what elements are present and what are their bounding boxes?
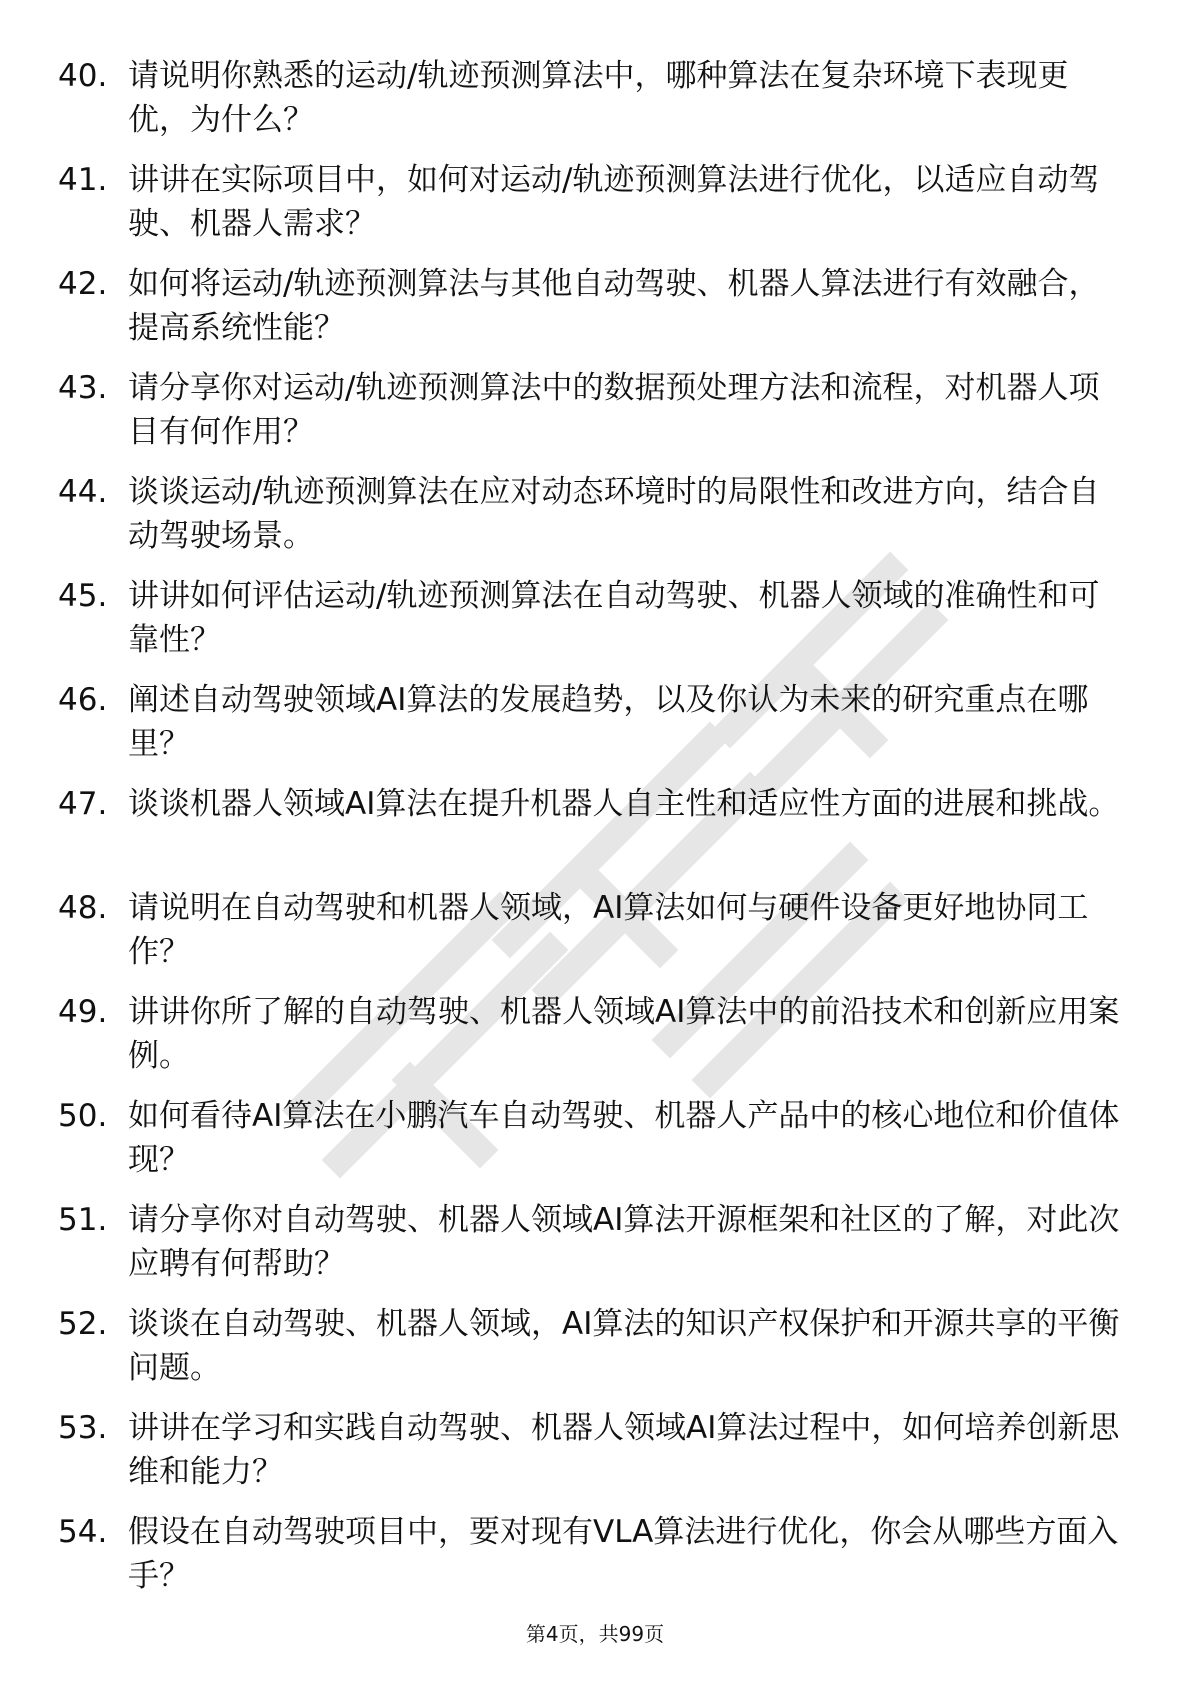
list-item xyxy=(58,678,1128,782)
question-text: 阐述自动驾驶领域AI算法的发展趋势，以及你认为未来的研究重点在哪里？ xyxy=(128,682,1089,762)
question-number: 49. xyxy=(58,994,108,1030)
question-number: 40. xyxy=(58,58,108,94)
question-number: 41. xyxy=(58,162,108,198)
question-text: 谈谈机器人领域AI算法在提升机器人自主性和适应性方面的进展和挑战。 xyxy=(128,786,1120,822)
list-item xyxy=(58,262,1128,366)
question-text: 如何看待AI算法在小鹏汽车自动驾驶、机器人产品中的核心地位和价值体现？ xyxy=(128,1098,1120,1178)
list-item xyxy=(58,470,1128,574)
question-number: 44. xyxy=(58,474,108,510)
question-text: 讲讲在学习和实践自动驾驶、机器人领域AI算法过程中，如何培养创新思维和能力？ xyxy=(128,1410,1120,1490)
question-text: 请分享你对运动/轨迹预测算法中的数据预处理方法和流程，对机器人项目有何作用？ xyxy=(128,370,1100,450)
question-text: 讲讲如何评估运动/轨迹预测算法在自动驾驶、机器人领域的准确性和可靠性？ xyxy=(128,578,1100,658)
page-footer: 第4页，共99页 xyxy=(525,1622,665,1646)
question-text: 请说明你熟悉的运动/轨迹预测算法中，哪种算法在复杂环境下表现更优，为什么？ xyxy=(128,58,1069,138)
question-number: 43. xyxy=(58,370,108,406)
list-item xyxy=(58,1094,1128,1198)
question-number: 46. xyxy=(58,682,108,718)
question-number: 53. xyxy=(58,1410,108,1446)
list-item xyxy=(58,1406,1128,1510)
question-number: 45. xyxy=(58,578,108,614)
question-text: 请分享你对自动驾驶、机器人领域AI算法开源框架和社区的了解，对此次应聘有何帮助？ xyxy=(128,1202,1120,1282)
list-item xyxy=(58,54,1128,158)
question-text: 假设在自动驾驶项目中，要对现有VLA算法进行优化，你会从哪些方面入手？ xyxy=(128,1514,1119,1594)
question-number: 52. xyxy=(58,1306,108,1342)
question-number: 54. xyxy=(58,1514,108,1550)
list-item xyxy=(58,574,1128,678)
question-text: 讲讲在实际项目中，如何对运动/轨迹预测算法进行优化，以适应自动驾驶、机器人需求？ xyxy=(128,162,1100,242)
list-item xyxy=(58,1510,1128,1614)
question-number: 50. xyxy=(58,1098,108,1134)
question-list xyxy=(58,54,1128,1614)
list-item xyxy=(58,158,1128,262)
question-number: 42. xyxy=(58,266,108,302)
list-item xyxy=(58,1198,1128,1302)
question-number: 51. xyxy=(58,1202,108,1238)
list-item xyxy=(58,1302,1128,1406)
list-item xyxy=(58,366,1128,470)
question-number: 47. xyxy=(58,786,108,822)
question-text: 谈谈在自动驾驶、机器人领域，AI算法的知识产权保护和开源共享的平衡问题。 xyxy=(128,1306,1120,1386)
question-text: 请说明在自动驾驶和机器人领域，AI算法如何与硬件设备更好地协同工作？ xyxy=(128,890,1089,970)
question-text: 如何将运动/轨迹预测算法与其他自动驾驶、机器人算法进行有效融合，提高系统性能？ xyxy=(128,266,1100,346)
list-item xyxy=(58,782,1128,886)
list-item xyxy=(58,990,1128,1094)
question-text: 讲讲你所了解的自动驾驶、机器人领域AI算法中的前沿技术和创新应用案例。 xyxy=(128,994,1120,1074)
list-item xyxy=(58,886,1128,990)
question-number: 48. xyxy=(58,890,108,926)
question-text: 谈谈运动/轨迹预测算法在应对动态环境时的局限性和改进方向，结合自动驾驶场景。 xyxy=(128,474,1100,554)
